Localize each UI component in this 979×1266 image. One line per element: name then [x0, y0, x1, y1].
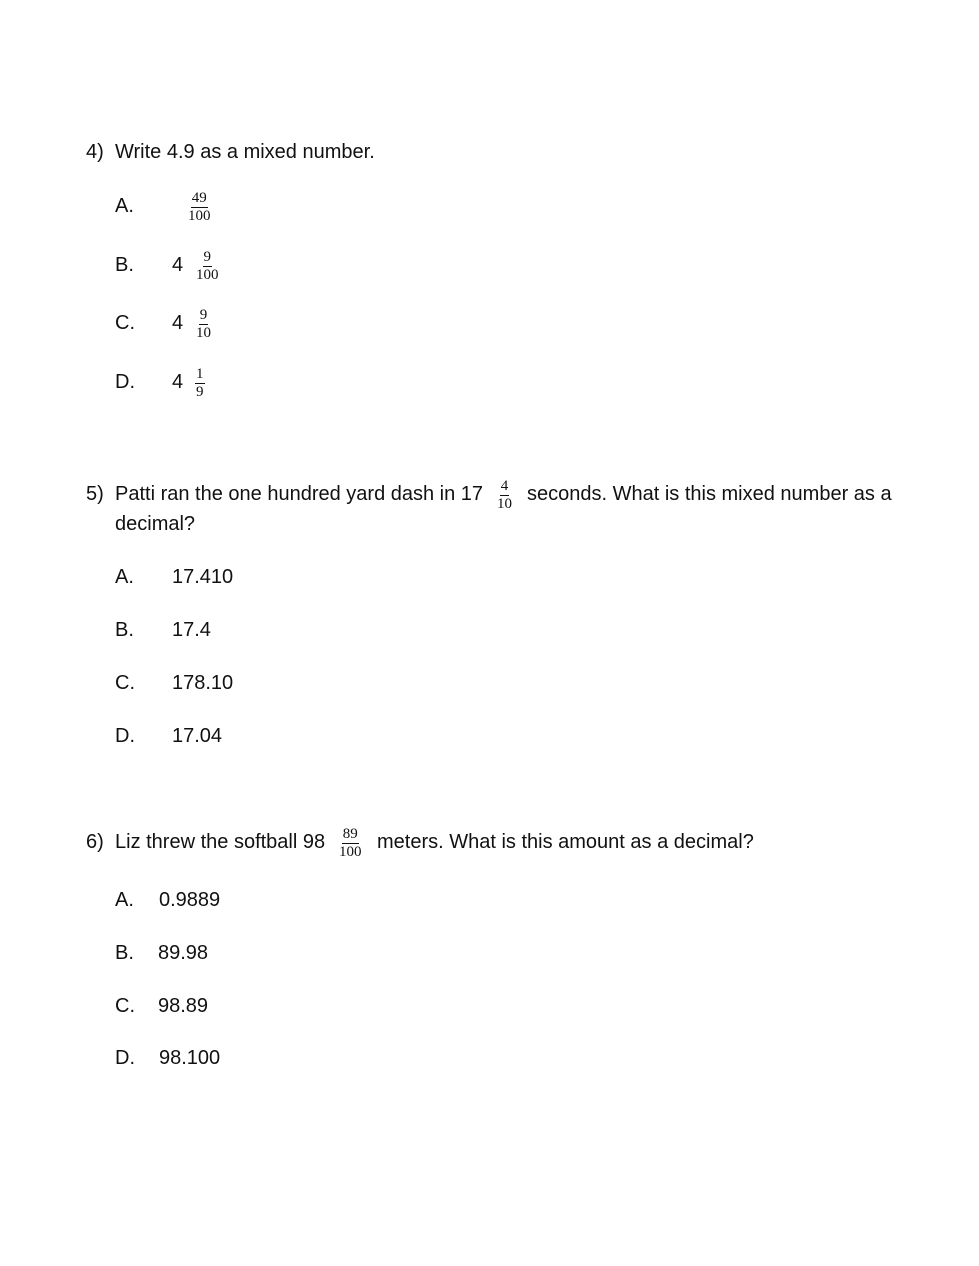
- question-text-line2: decimal?: [115, 513, 196, 535]
- question-text-before: Liz threw the softball 98: [115, 831, 326, 853]
- numerator: 89: [342, 826, 358, 842]
- option-letter: C.: [115, 672, 135, 694]
- numerator: 9: [203, 249, 211, 265]
- option-letter: D.: [115, 371, 135, 393]
- option-whole: 4: [172, 254, 184, 276]
- numerator: 4: [500, 478, 509, 494]
- denominator: 100: [339, 844, 362, 860]
- option-value: 17.04: [172, 725, 223, 747]
- option-value: 0.9889: [159, 889, 221, 911]
- question-text: Write 4.9 as a mixed number.: [115, 141, 375, 163]
- option-letter: D.: [115, 1047, 135, 1069]
- option-fraction: [196, 308, 211, 341]
- question-text-after: meters. What is this amount as a decimal?: [377, 831, 754, 853]
- option-whole: 4: [172, 312, 184, 334]
- numerator: 49: [191, 190, 207, 206]
- option-letter: C.: [115, 995, 135, 1017]
- denominator: 10: [196, 325, 211, 341]
- question-text-after: seconds. What is this mixed number as a: [527, 483, 892, 505]
- option-letter: A.: [115, 195, 134, 217]
- option-letter: B.: [115, 254, 134, 276]
- option-letter: D.: [115, 725, 135, 747]
- question-text-before: Patti ran the one hundred yard dash in 17: [115, 483, 484, 505]
- option-letter: C.: [115, 312, 135, 334]
- numerator: 9: [199, 307, 208, 323]
- question-fraction: [339, 827, 362, 860]
- option-letter: B.: [115, 619, 134, 641]
- option-letter: A.: [115, 566, 134, 588]
- option-letter: B.: [115, 942, 134, 964]
- option-value: 178.10: [172, 672, 234, 694]
- denominator: 100: [188, 208, 211, 224]
- denominator: 10: [497, 496, 512, 512]
- option-fraction: [188, 191, 211, 224]
- denominator: 100: [196, 267, 219, 283]
- option-letter: A.: [115, 889, 134, 911]
- option-value: 98.89: [158, 995, 209, 1017]
- question-number: 6): [86, 831, 104, 853]
- option-value: 89.98: [158, 942, 209, 964]
- question-fraction: [497, 479, 512, 512]
- option-value: 98.100: [159, 1047, 221, 1069]
- question-number: 5): [86, 483, 104, 505]
- option-whole: 4: [172, 371, 184, 393]
- option-value: 17.4: [172, 619, 211, 641]
- denominator: 9: [196, 384, 204, 400]
- numerator: 1: [196, 366, 204, 382]
- option-fraction: [195, 367, 205, 400]
- option-fraction: [196, 250, 219, 283]
- question-number: 4): [86, 141, 104, 163]
- option-value: 17.410: [172, 566, 234, 588]
